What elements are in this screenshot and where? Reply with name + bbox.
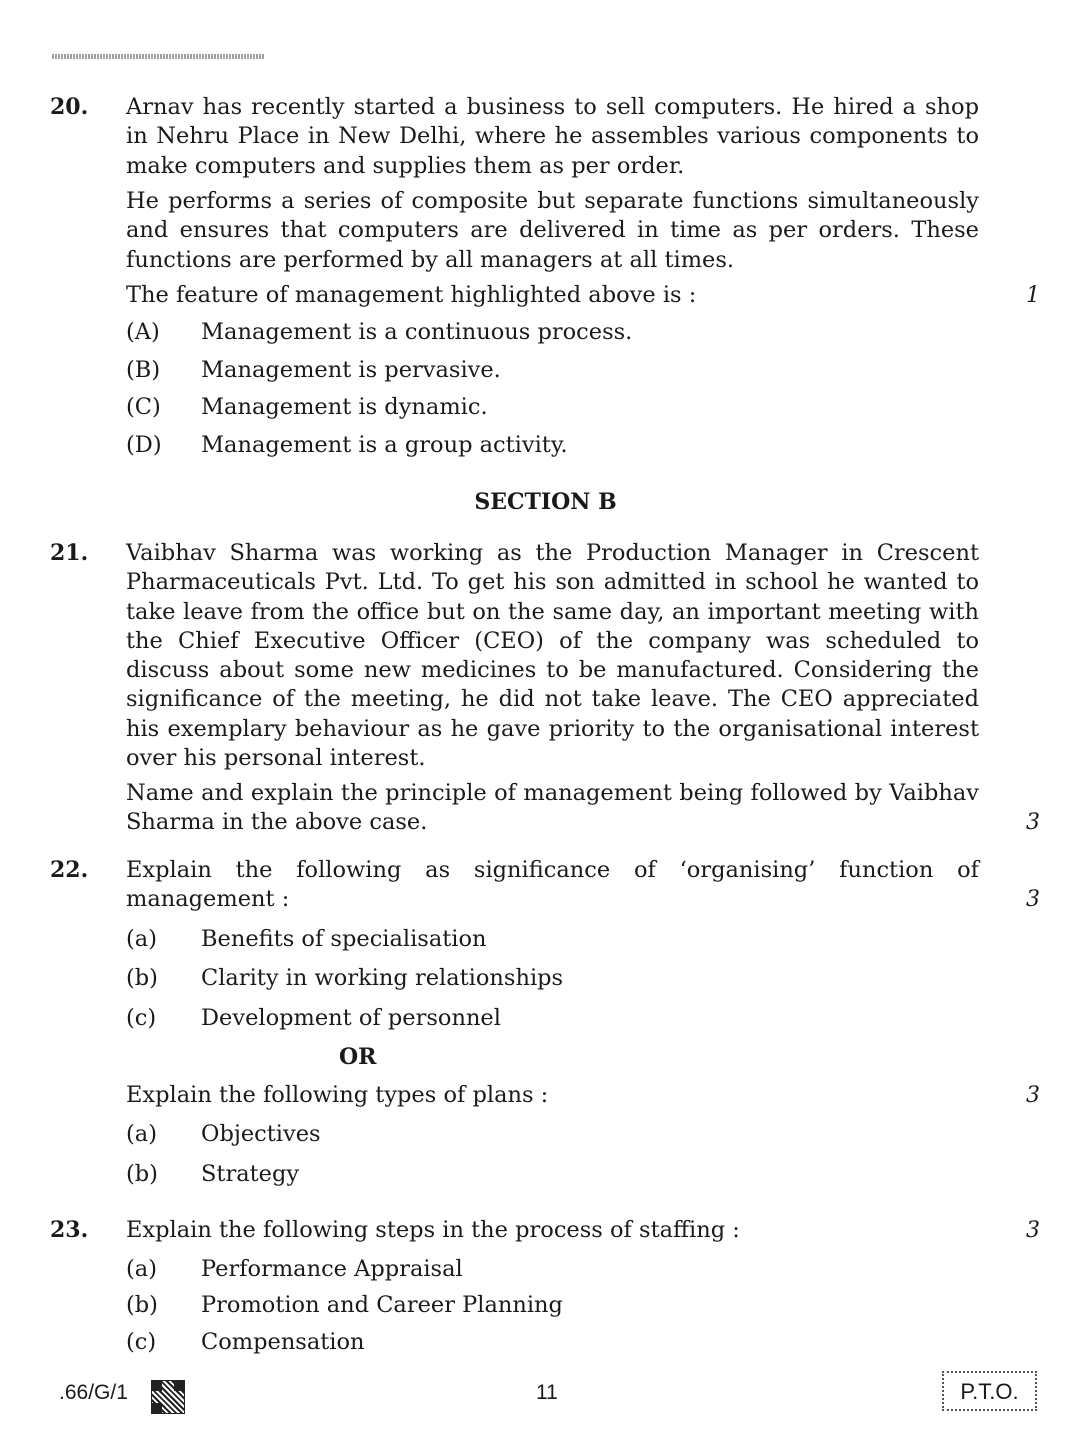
option-label: (b) xyxy=(126,1161,158,1187)
question-prompt: Name and explain the principle of management being followed by Vaibhav Sharma in the above case. xyxy=(126,780,979,836)
option-label: (a) xyxy=(126,1256,157,1282)
marks: 3 xyxy=(1026,1218,1040,1243)
option-text: Management is dynamic. xyxy=(201,394,488,420)
option-b xyxy=(126,964,563,993)
option-b xyxy=(126,1291,563,1320)
option-text: Performance Appraisal xyxy=(201,1256,463,1282)
question-text: Explain the following steps in the process of staffing : xyxy=(126,1217,740,1243)
option-text: Management is a group activity. xyxy=(201,432,568,458)
option-label: (A) xyxy=(126,319,160,345)
alt-option-a xyxy=(126,1120,321,1149)
option-a xyxy=(126,925,487,954)
option-label: (B) xyxy=(126,357,161,383)
option-text: Strategy xyxy=(201,1161,300,1187)
option-label: (c) xyxy=(126,1329,157,1355)
page-number: 11 xyxy=(536,1381,558,1404)
alt-option-b xyxy=(126,1160,299,1189)
paper-code: .66/G/1 xyxy=(59,1381,128,1404)
header-rule xyxy=(52,54,264,59)
option-text: Compensation xyxy=(201,1329,365,1355)
option-text: Clarity in working relationships xyxy=(201,965,564,991)
section-heading: SECTION B xyxy=(474,489,617,515)
option-label: (a) xyxy=(126,1121,157,1147)
alt-question-text: Explain the following types of plans : xyxy=(126,1082,549,1108)
option-label: (D) xyxy=(126,432,162,458)
marks: 3 xyxy=(1026,810,1040,835)
option-label: (b) xyxy=(126,965,158,991)
option-c xyxy=(126,393,488,422)
marks: 3 xyxy=(1026,887,1040,912)
option-b xyxy=(126,356,501,385)
option-a xyxy=(126,1255,463,1284)
question-text: Vaibhav Sharma was working as the Production Manager in Crescent Pharmaceuticals Pvt. Ltd. To get his son admitted in school he wanted to take leave from the office but on the same day, an important meeting with the Chief Executive Officer (CEO) of the company was scheduled to discuss about some new medicines to be manufactured. Considering the significance of the meeting, he did not take leave. The CEO appreciated his exemplary behaviour as he gave priority to the organisational interest over his personal interest. xyxy=(126,540,979,772)
option-c xyxy=(126,1328,365,1357)
option-text: Objectives xyxy=(201,1121,321,1147)
option-label: (c) xyxy=(126,1005,157,1031)
question-number: 22. xyxy=(50,857,89,883)
question-number: 20. xyxy=(50,94,89,120)
question-number: 21. xyxy=(50,540,89,566)
option-d xyxy=(126,431,568,460)
marks: 3 xyxy=(1026,1083,1040,1108)
question-number: 23. xyxy=(50,1217,89,1243)
pto-label: P.T.O. xyxy=(942,1371,1037,1411)
question-text: Arnav has recently started a business to sell computers. He hired a shop in Nehru Place in New Delhi, where he assembles various components to make computers and supplies them as per order. xyxy=(126,94,979,179)
option-label: (C) xyxy=(126,394,161,420)
option-text: Development of personnel xyxy=(201,1005,501,1031)
option-text: Benefits of specialisation xyxy=(201,926,487,952)
question-text: He performs a series of composite but separate functions simultaneously and ensures that computers are delivered in time as per orders. These functions are performed by all managers at all times. xyxy=(126,188,979,273)
option-a xyxy=(126,318,632,347)
option-label: (a) xyxy=(126,926,157,952)
or-separator: OR xyxy=(339,1044,377,1070)
qr-code-icon xyxy=(151,1380,185,1414)
option-text: Promotion and Career Planning xyxy=(201,1292,563,1318)
marks: 1 xyxy=(1026,283,1040,308)
option-text: Management is a continuous process. xyxy=(201,319,633,345)
question-text: Explain the following as significance of ‘organising’ function of management : xyxy=(126,857,979,913)
option-label: (b) xyxy=(126,1292,158,1318)
option-c xyxy=(126,1004,501,1033)
question-prompt: The feature of management highlighted above is : xyxy=(126,282,697,308)
option-text: Management is pervasive. xyxy=(201,357,501,383)
